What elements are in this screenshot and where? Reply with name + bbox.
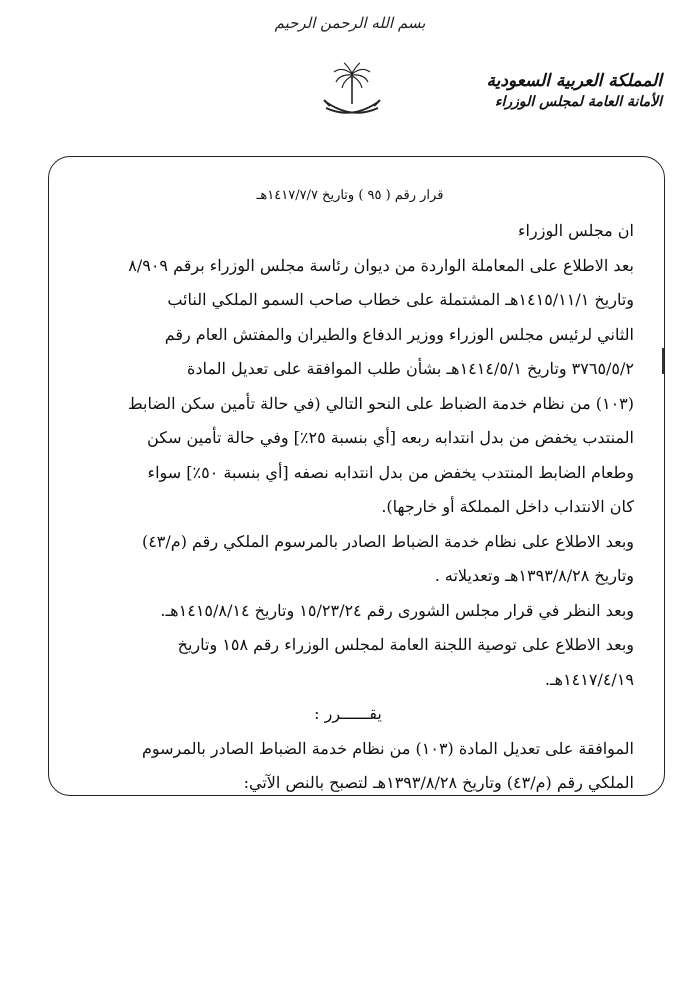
body-line: ١٤١٧/٤/١٩هـ. [544, 669, 634, 689]
body-line: (١٠٣) من نظام خدمة الضباط على النحو التالي (في حالة تأمين سكن الضابط [127, 393, 634, 413]
decision-body [62, 214, 634, 801]
body-line: ان مجلس الوزراء [518, 221, 634, 240]
body-line: وبعد الاطلاع على نظام خدمة الضباط الصادر بالمرسوم الملكي رقم (م/٤٣) [141, 531, 634, 551]
basmala: بسم الله الرحمن الرحيم [274, 14, 426, 32]
body-line: بعد الاطلاع على المعاملة الواردة من ديوان رئاسة مجلس الوزراء برقم ٨/٩٠٩ [128, 255, 634, 275]
body-line: وتاريخ ١٤١٥/١١/١هـ المشتملة على خطاب صاحب السمو الملكي النائب [167, 290, 634, 309]
body-line: ٣٧٦٥/٥/٢ وتاريخ ١٤١٤/٥/١هـ بشأن طلب الموافقة على تعديل المادة [186, 359, 634, 378]
letterhead-secretariat: الأمانة العامة لمجلس الوزراء [494, 94, 662, 110]
body-line: وتاريخ ١٣٩٣/٨/٢٨هـ وتعديلاته . [434, 566, 634, 585]
body-line: وبعد الاطلاع على توصية اللجنة العامة لمجلس الوزراء رقم ١٥٨ وتاريخ [177, 635, 634, 654]
resolution-line: الموافقة على تعديل المادة (١٠٣) من نظام خدمة الضباط الصادر بالمرسوم [141, 738, 634, 758]
letterhead [486, 70, 662, 112]
body-line: الثاني لرئيس مجلس الوزراء ووزير الدفاع والطيران والمفتش العام رقم [164, 324, 634, 344]
body-line: وطعام الضابط المنتدب يخفض من بدل انتدابه نصفه [أي بنسبة ٥٠٪] سواء [147, 462, 634, 482]
decision-header: قرار رقم ( ٩٥ ) وتاريخ ١٤١٧/٧/٧هـ [256, 188, 444, 203]
body-line: المنتدب يخفض من بدل انتدابه ربعه [أي بنسبة ٢٥٪] وفي حالة تأمين سكن [147, 428, 634, 447]
resolution-line: الملكي رقم (م/٤٣) وتاريخ ١٣٩٣/٨/٢٨هـ لتصبح بالنص الآتي: [243, 773, 634, 792]
saudi-emblem-icon [322, 62, 382, 124]
letterhead-kingdom: المملكة العربية السعودية [486, 71, 662, 91]
decide-label: يقــــــرر : [314, 704, 382, 723]
margin-mark [662, 348, 664, 374]
body-line: وبعد النظر في قرار مجلس الشورى رقم ١٥/٢٣/٢٤ وتاريخ ١٤١٥/٨/١٤هـ. [160, 600, 634, 620]
body-line: كان الانتداب داخل المملكة أو خارجها). [381, 497, 634, 516]
